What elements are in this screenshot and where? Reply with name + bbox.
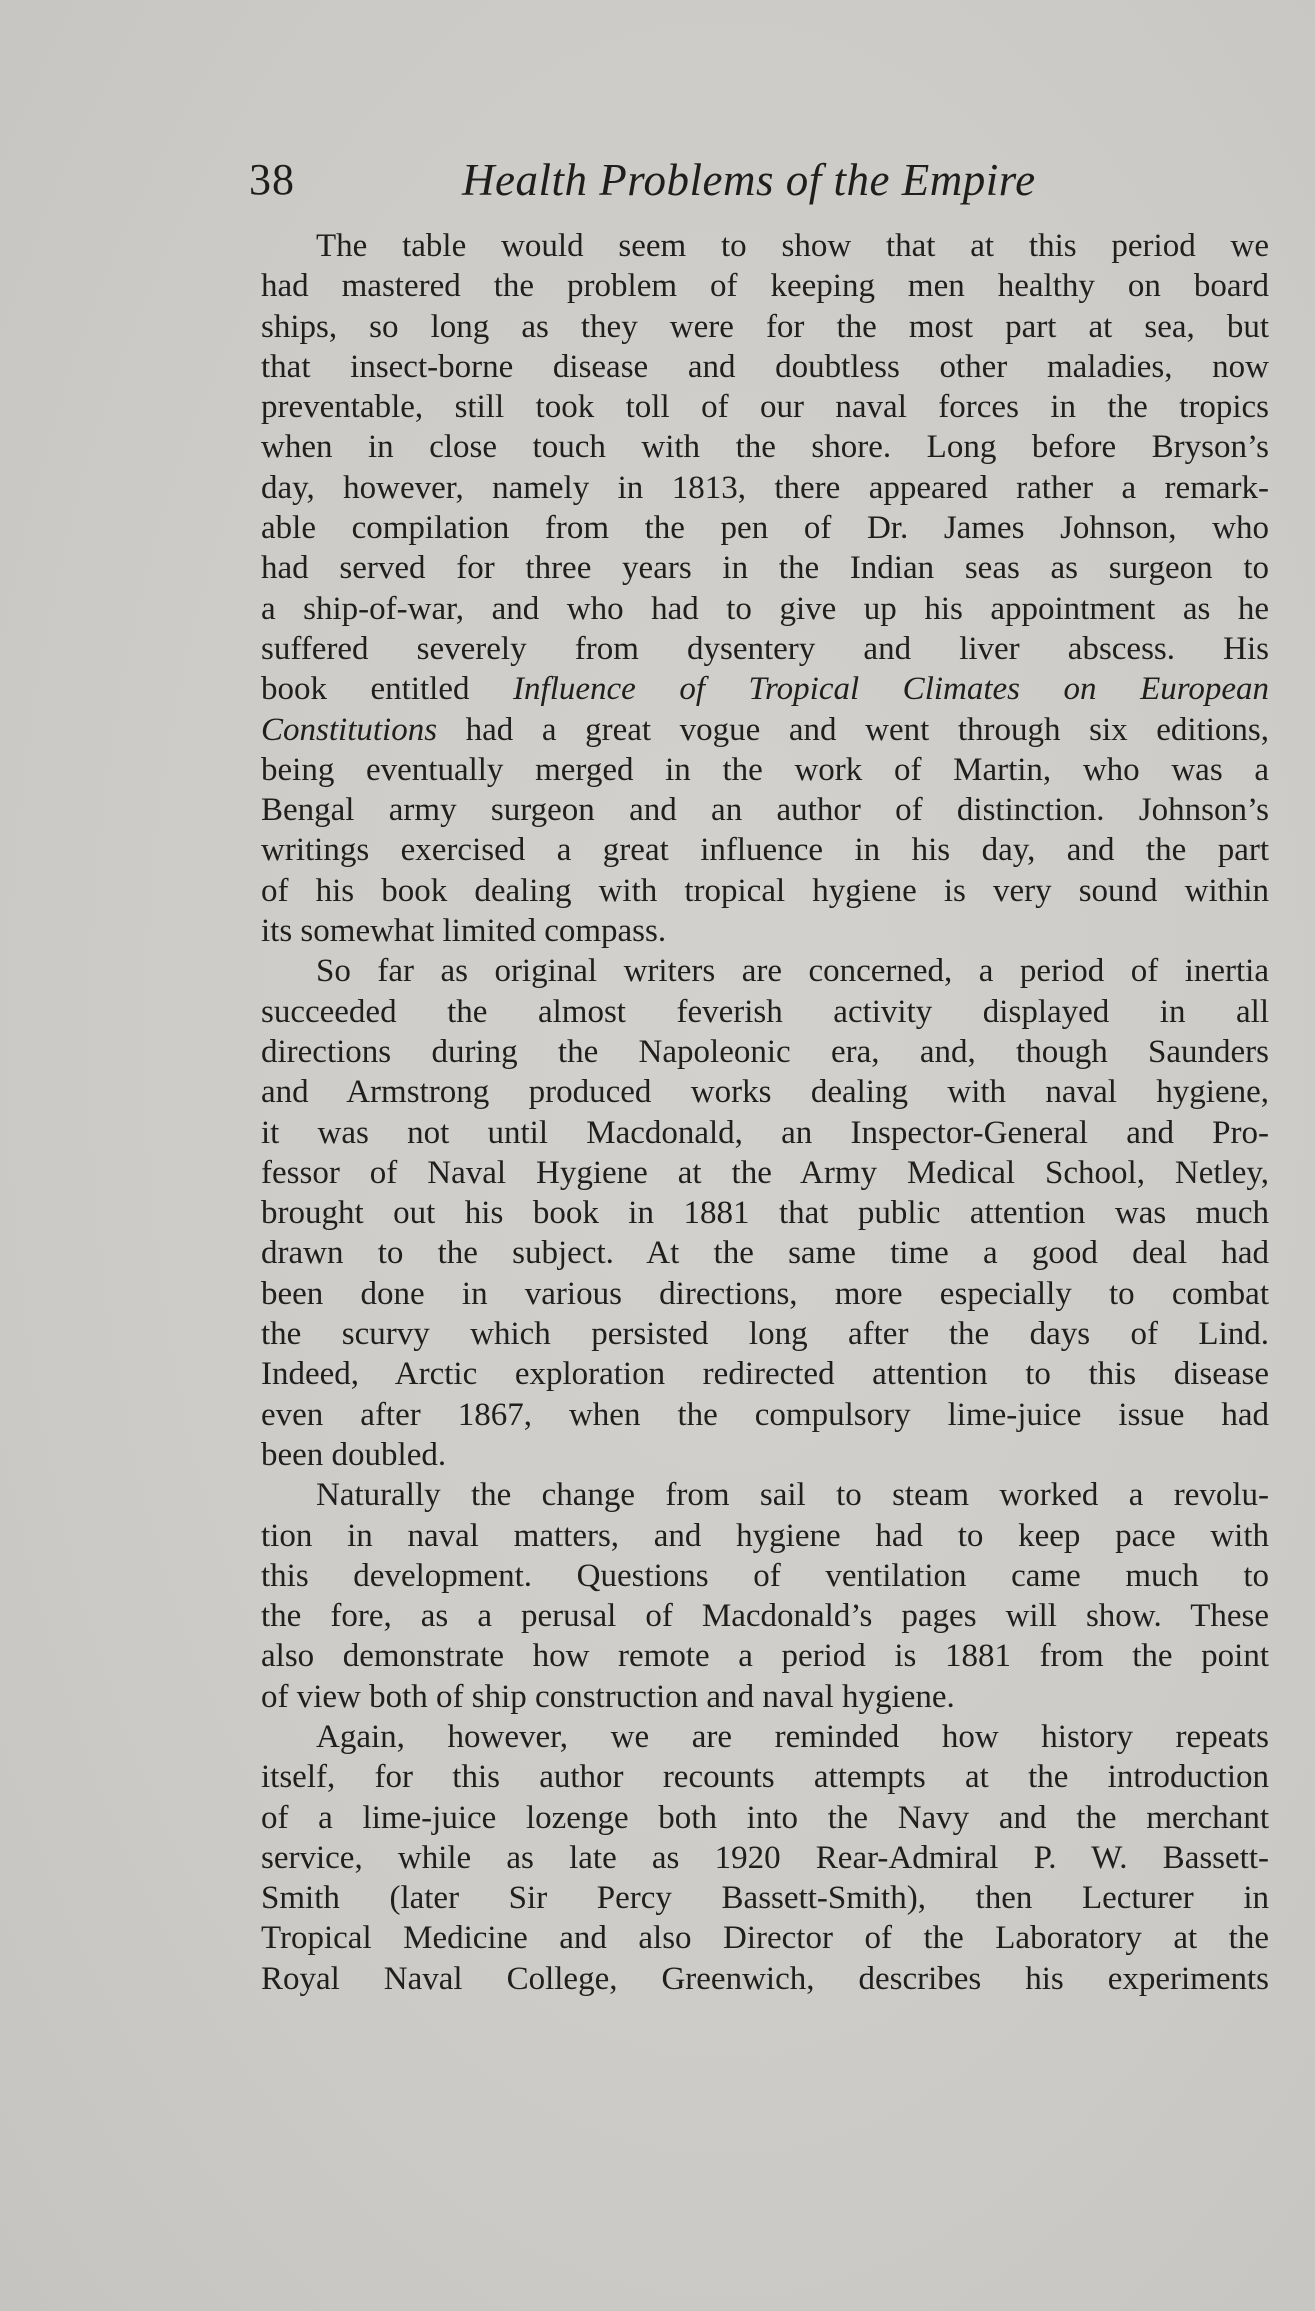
text-line: directions during the Napoleonic era, and, though Saunders — [261, 1033, 1269, 1070]
text-line: Royal Naval College, Greenwich, describes his experiments — [261, 1960, 1269, 1997]
text-line: preventable, still took toll of our naval forces in the tropics — [261, 389, 1269, 426]
page-number: 38 — [249, 155, 295, 204]
body-text — [261, 226, 1269, 1999]
text-line: it was not until Macdonald, an Inspector-General and Pro- — [261, 1114, 1269, 1151]
running-title: Health Problems of the Empire — [462, 155, 1036, 205]
text-line: ships, so long as they were for the most part at sea, but — [261, 308, 1269, 345]
text-line: brought out his book in 1881 that public attention was much — [261, 1195, 1269, 1232]
text-line: been done in various directions, more especially to combat — [261, 1275, 1269, 1312]
text-line: Bengal army surgeon and an author of distinction. Johnson’s — [261, 792, 1269, 829]
text-line: Again, however, we are reminded how history repeats — [316, 1718, 1269, 1755]
text-line: its somewhat limited compass. — [261, 913, 667, 950]
text-line: able compilation from the pen of Dr. James Johnson, who — [261, 510, 1269, 547]
text-line: and Armstrong produced works dealing with naval hygiene, — [261, 1074, 1269, 1111]
italic-title: Constitutions — [261, 711, 438, 748]
text-line: drawn to the subject. At the same time a good deal had — [261, 1235, 1269, 1272]
text-line: succeeded the almost feverish activity displayed in all — [261, 993, 1269, 1030]
paragraph — [261, 951, 1269, 1475]
paragraph — [261, 1717, 1269, 1999]
text-line: the fore, as a perusal of Macdonald’s pages will show. These — [261, 1598, 1269, 1635]
text-line: this development. Questions of ventilation came much to — [261, 1557, 1269, 1594]
text-line: tion in naval matters, and hygiene had to keep pace with — [261, 1517, 1269, 1554]
text-line: of his book dealing with tropical hygiene is very sound within — [261, 872, 1269, 909]
text-line: writings exercised a great influence in his day, and the part — [261, 832, 1269, 869]
text-line: the scurvy which persisted long after the days of Lind. — [261, 1316, 1269, 1353]
text-line: So far as original writers are concerned, a period of inertia — [316, 953, 1269, 990]
text-line: book entitled Influence of Tropical Climates on European — [261, 671, 1269, 708]
text-line: a ship-of-war, and who had to give up his appointment as he — [261, 590, 1269, 627]
italic-title: Influence of Tropical Climates on European — [513, 671, 1269, 708]
text-line: also demonstrate how remote a period is 1881 from the point — [261, 1638, 1269, 1675]
text-line: Indeed, Arctic exploration redirected attention to this disease — [261, 1356, 1269, 1393]
text-line: being eventually merged in the work of Martin, who was a — [261, 751, 1269, 788]
page-header — [249, 150, 1089, 220]
text-line: had served for three years in the Indian seas as surgeon to — [261, 550, 1269, 587]
text-line: Smith (later Sir Percy Bassett-Smith), then Lecturer in — [261, 1880, 1269, 1917]
text-line: been doubled. — [261, 1436, 447, 1473]
text-line: Naturally the change from sail to steam worked a revolu- — [316, 1477, 1269, 1514]
text-line: Tropical Medicine and also Director of the Laboratory at the — [261, 1920, 1269, 1957]
text-line: of a lime-juice lozenge both into the Navy and the merchant — [261, 1799, 1269, 1836]
text-line: that insect-borne disease and doubtless other maladies, now — [261, 348, 1269, 385]
text-line: day, however, namely in 1813, there appeared rather a remark- — [261, 469, 1269, 506]
text-line: had mastered the problem of keeping men healthy on board — [261, 268, 1269, 305]
text-line: The table would seem to show that at this period we — [316, 228, 1269, 264]
paragraph — [261, 226, 1269, 951]
text-line: Constitutions had a great vogue and went through six editions, — [261, 711, 1269, 748]
text-line: suffered severely from dysentery and liver abscess. His — [261, 630, 1269, 667]
text-line: fessor of Naval Hygiene at the Army Medical School, Netley, — [261, 1154, 1269, 1191]
text-line: itself, for this author recounts attempts at the introduction — [261, 1759, 1269, 1796]
text-line: of view both of ship construction and naval hygiene. — [261, 1678, 955, 1715]
text-line: service, while as late as 1920 Rear-Admiral P. W. Bassett- — [261, 1839, 1269, 1876]
paragraph — [261, 1475, 1269, 1717]
text-line: when in close touch with the shore. Long before Bryson’s — [261, 429, 1269, 466]
text-line: even after 1867, when the compulsory lime-juice issue had — [261, 1396, 1269, 1433]
